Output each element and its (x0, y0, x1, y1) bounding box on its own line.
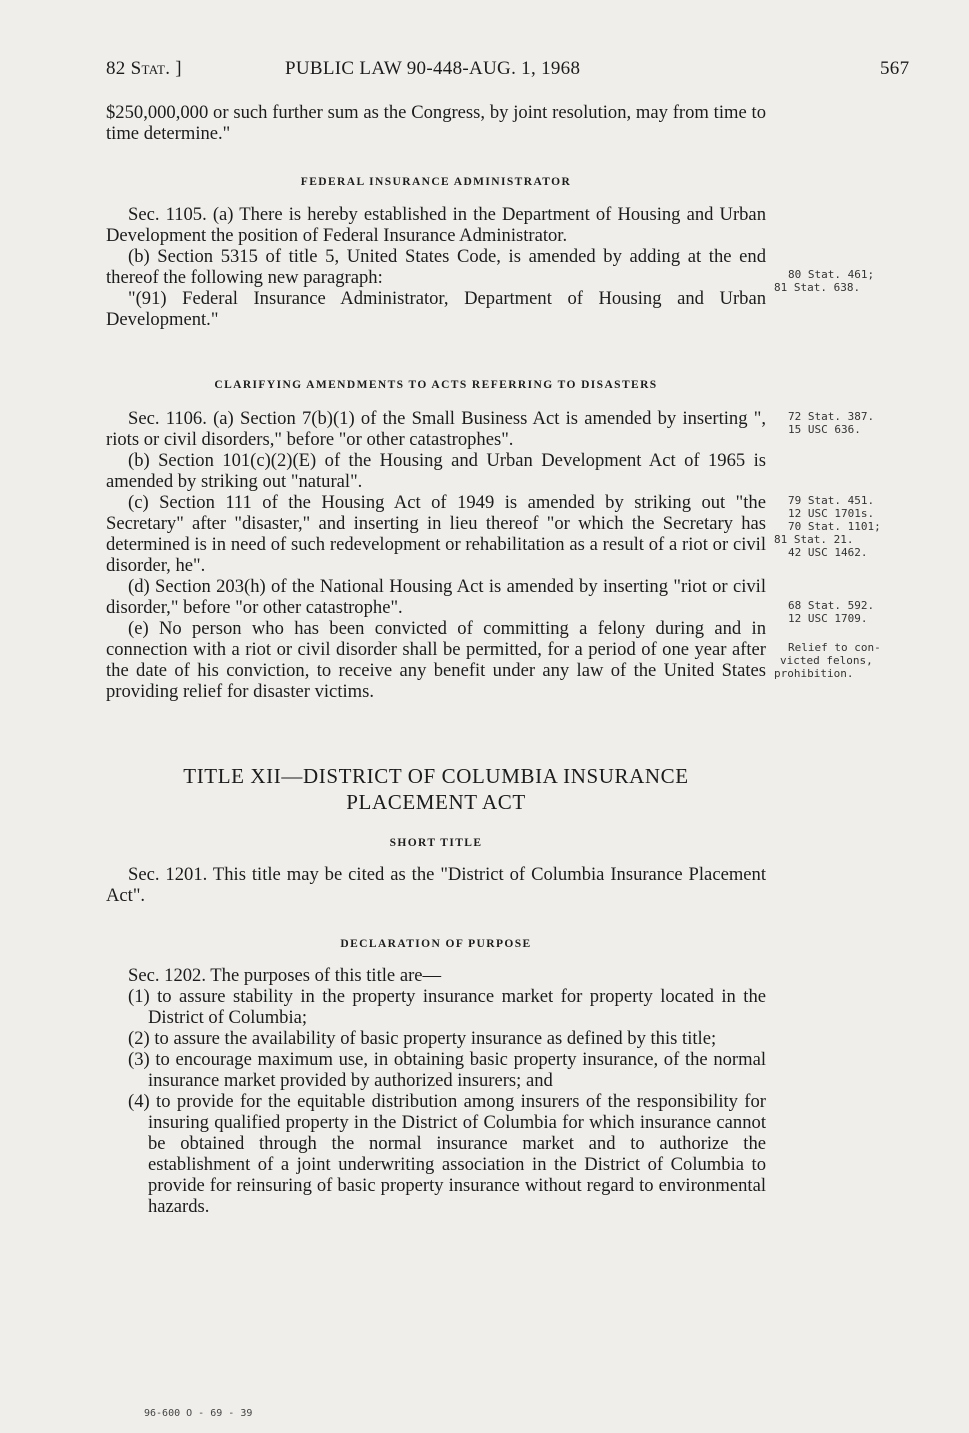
heading-short-title: SHORT TITLE (389, 837, 483, 849)
page-number: 567 (880, 58, 910, 79)
purpose-item-1-text: (1) to assure stability in the property insurance market for property located in the District of Columbia; (128, 986, 766, 1028)
paragraph-1105b-91: "(91) Federal Insurance Administrator, Department of Housing and Urban Development." (106, 288, 766, 330)
purpose-item-2-text: (2) to assure the availability of basic property insurance as defined by this title; (128, 1028, 717, 1049)
header-stat-reference: 82 Stat. ] (106, 58, 182, 79)
paragraph-1201: Sec. 1201. This title may be cited as the "District of Columbia Insurance Placement Act". (106, 864, 766, 906)
margin-note-line: 42 USC 1462. (788, 546, 868, 559)
margin-note-line: 68 Stat. 592. (788, 599, 875, 612)
body-section-1 (106, 102, 766, 144)
body-section-1202 (106, 965, 766, 1217)
margin-note-line: 70 Stat. 1101; (788, 520, 881, 533)
margin-note-line: 80 Stat. 461; (788, 268, 875, 281)
margin-note-1106bc (774, 494, 914, 559)
paragraph-1106c: (c) Section 111 of the Housing Act of 1949 is amended by striking out "the Secretary" after "disaster," and inserting in lieu thereof "or which the Secretary has determined is in need of such redevelopment or rehabilitation as a result of a riot or civil disorder, he". (106, 492, 766, 576)
heading-clarifying-amendments: CLARIFYING AMENDMENTS TO ACTS REFERRING TO DISASTERS (214, 379, 658, 391)
paragraph-1106b: (b) Section 101(c)(2)(E) of the Housing and Urban Development Act of 1965 is amended by striking out "natural". (106, 450, 766, 492)
margin-note-line: 12 USC 1709. (788, 612, 868, 625)
paragraph-1106d: (d) Section 203(h) of the National Housing Act is amended by inserting "riot or civil disorder," before "or other catastrophe". (106, 576, 766, 618)
heading-declaration-of-purpose: DECLARATION OF PURPOSE (340, 938, 532, 950)
title-line-1: TITLE XII—DISTRICT OF COLUMBIA INSURANCE (183, 764, 689, 788)
margin-note-1105 (774, 268, 914, 294)
margin-note-line: Relief to con- (788, 641, 881, 654)
margin-note-1106a (774, 410, 914, 436)
purpose-item-3-text: (3) to encourage maximum use, in obtaining basic property insurance, of the normal insurance market provided by authorized insurers; and (128, 1049, 766, 1091)
title-xii-heading (106, 763, 766, 815)
header-law-title: PUBLIC LAW 90-448-AUG. 1, 1968 (285, 58, 581, 79)
margin-note-line: victed felons, (780, 654, 873, 667)
margin-note-line: 81 Stat. 638. (774, 281, 861, 294)
paragraph-1105a: Sec. 1105. (a) There is hereby established in the Department of Housing and Urban Development the position of Federal Insurance Administrator. (106, 204, 766, 246)
footer-print-code: 96-600 O - 69 - 39 (144, 1408, 253, 1419)
continuation-paragraph: $250,000,000 or such further sum as the Congress, by joint resolution, may from time to time determine." (106, 102, 766, 144)
purpose-item-2 (106, 1028, 766, 1049)
paragraph-1106e: (e) No person who has been convicted of committing a felony during and in connection with a riot or civil disorder shall be permitted, for a period of one year after the date of his conviction, to receive any benefit under any law of the United States providing relief for disaster victims. (106, 618, 766, 702)
margin-note-line: prohibition. (774, 667, 854, 680)
body-section-1106 (106, 408, 766, 702)
margin-note-line: 12 USC 1701s. (788, 507, 875, 520)
purpose-item-3 (106, 1049, 766, 1091)
body-section-1201 (106, 864, 766, 906)
margin-note-1106e (774, 641, 914, 680)
purpose-item-1 (106, 986, 766, 1028)
margin-note-line: 79 Stat. 451. (788, 494, 875, 507)
heading-federal-insurance-administrator: FEDERAL INSURANCE ADMINISTRATOR (300, 176, 572, 188)
margin-note-line: 72 Stat. 387. (788, 410, 875, 423)
paragraph-1106a: Sec. 1106. (a) Section 7(b)(1) of the Small Business Act is amended by inserting ", riots or civil disorders," before "or other catastrophes". (106, 408, 766, 450)
title-line-2: PLACEMENT ACT (346, 790, 526, 814)
margin-note-line: 15 USC 636. (788, 423, 861, 436)
paragraph-1105b: (b) Section 5315 of title 5, United States Code, is amended by adding at the end thereof the following new paragraph: (106, 246, 766, 288)
purpose-item-4 (106, 1091, 766, 1217)
margin-note-1106d (774, 599, 914, 625)
margin-note-line: 81 Stat. 21. (774, 533, 854, 546)
paragraph-1202: Sec. 1202. The purposes of this title are— (128, 965, 442, 986)
purpose-item-4-text: (4) to provide for the equitable distribution among insurers of the responsibility for insuring qualified property in the District of Columbia for which insurance cannot be obtained through the normal insurance market and to authorize the establishment of a joint underwriting association in the District of Columbia to provide for reinsuring of basic property insurance without regard to environmental hazards. (128, 1091, 766, 1217)
body-section-1105 (106, 204, 766, 330)
